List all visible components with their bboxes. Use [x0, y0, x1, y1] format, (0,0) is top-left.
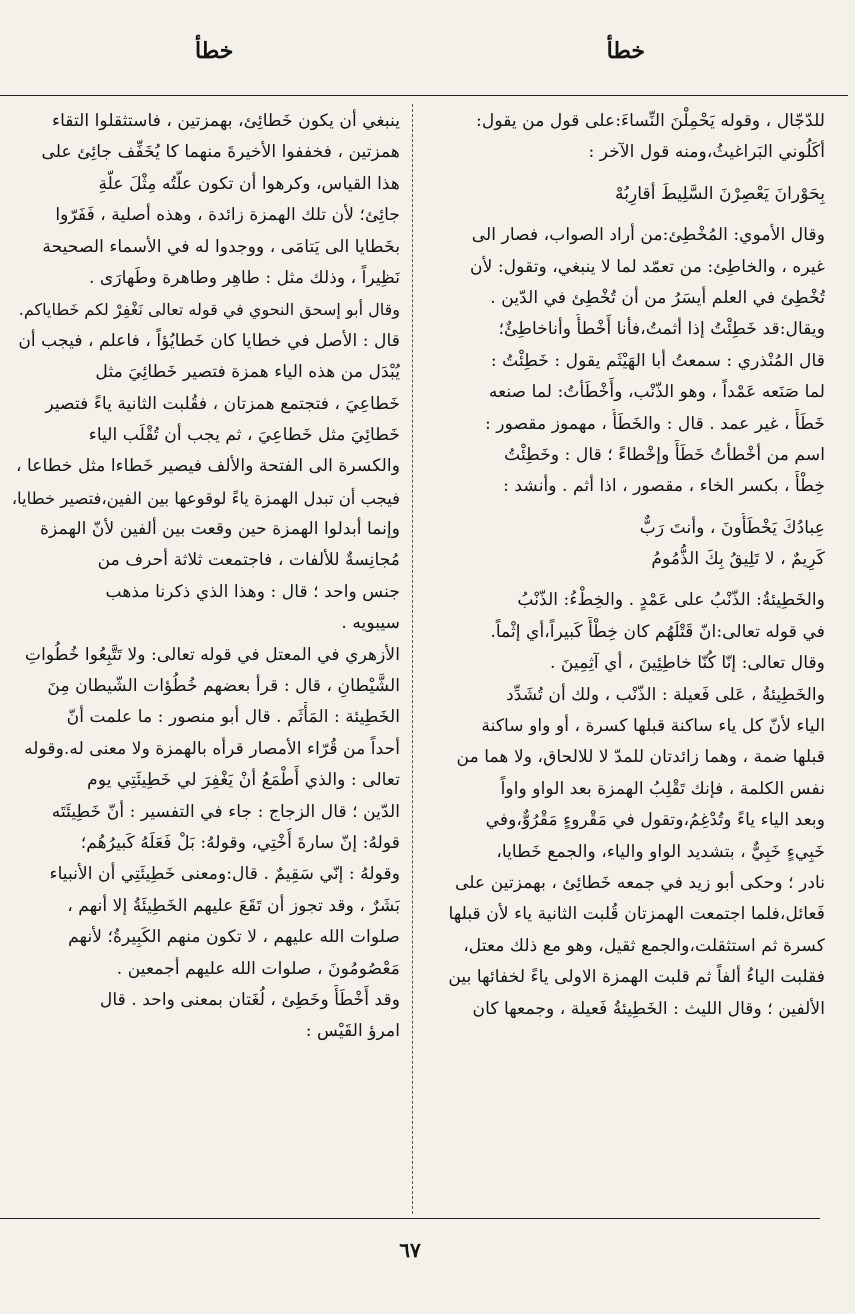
column-divider	[412, 104, 413, 1214]
text-line: مَعْصُومُونَ ، صلوات الله عليهم أجمعين .	[116, 958, 400, 979]
text-line: نادر ؛ وحكى أبو زيد في جمعه خَطائِئ ، بهمزتين على	[454, 872, 825, 893]
footer-rule	[0, 1218, 820, 1219]
text-line: والكسرة الى الفتحة والألف فيصير خَطاءا مثل خطاعا ،	[16, 456, 400, 477]
text-line: قبلها ضمة ، وهما زائدتان للمدّ لا للالحاق، ولا هما من	[456, 747, 825, 768]
text-line: وقال الأموي: المُخْطِئ:من أراد الصواب، فصار الى	[471, 225, 825, 246]
text-line: وقد أَخْطَأَ وخَطِئ ، لُغَتان بمعنى واحد . قال	[99, 989, 400, 1010]
text-line: بَشَرٌ ، وقد تجوز أن تَقَعَ عليهم الخَطِيئَةُ إلا أنهم ،	[67, 895, 400, 916]
text-line: ويقال:قد خَطِئْتُ إذا أثمتُ،فأنا أَخْطأُ وأناخاطِئٌ؛	[498, 319, 825, 340]
text-line: مُجانِسةٌ للألفات ، فاجتمعت ثلاثة أحرف من	[97, 550, 400, 571]
text-line: نَظِيراً ، وذلك مثل : طاهِر وطاهرة وطَهارَى .	[88, 267, 400, 288]
text-line: خَبِيءٍ خَبِيٌّ ، بتشديد الواو والياء، والجمع خَطايا،	[496, 841, 825, 862]
text-line: فيجب أن تبدل الهمزة ياءً لوقوعها بين الفين،فتصير خطايا،	[12, 488, 400, 508]
text-line: قال : الأصل في خطايا كان خَطايُؤاً ، فاعلم ، فيجب أن	[18, 330, 400, 351]
text-line: أحداً من قُرّاء الأمصار قرأه بالهمزة ولا معنى له.وقوله	[24, 738, 400, 759]
text-line: الشَّيْطانِ ، قال : قرأ بعضهم خُطُؤات الشّيطان مِنَ	[47, 676, 400, 697]
running-header-right: خطأ	[606, 38, 645, 64]
text-line: ينبغي أن يكون خَطائِئ، بهمزتين ، فاستثقلوا التقاء	[51, 111, 400, 131]
text-line: همزتين ، فخففوا الأخيرةَ منهما كا يُخَفِّف جائِئ على	[41, 142, 400, 163]
text-line: هذا القياس، وكرهوا أن تكون علّتُه مِثْلَ علّةِ	[98, 173, 400, 194]
text-line: خَطائِيَ مثل خَطاعِيَ ، ثم يجب أن تُقْلَب الياء	[88, 424, 400, 445]
text-line: في قوله تعالى:انّ قَتْلَهُم كان خِطْأً كَبيراً،أي إثْماً.	[490, 621, 825, 642]
text-line: تعالى : والذي أَطْمَعُ أنْ يَغْفِرَ لي خَطِيئَتِي يوم	[87, 770, 400, 791]
text-line: الخَطِيئة : المَأْثَم . قال أبو منصور : ما علمت أنّ	[66, 707, 400, 728]
page-number: ٦٧	[399, 1238, 421, 1262]
text-line: وقال أبو إسحق النحوي في قوله تعالى نَغْفِرْ لكم خَطاياكم.	[18, 300, 400, 320]
text-line: وإنما أبدلوا الهمزة حين وقعت بين ألفين لأنّ الهمزة	[40, 519, 400, 540]
text-line: الدّين ؛ قال الزجاج : جاء في التفسير : أنّ خَطِيئَتَه	[51, 801, 400, 822]
text-line: خَطَأً ، غير عمد . قال : والخَطَأُ ، مهموز مقصور :	[485, 413, 825, 434]
right-column	[425, 106, 825, 1214]
text-line: غيره ، والخاطِئ: من تعمّد لما لا ينبغي، وتقول: لأن	[469, 256, 825, 277]
line-gap	[425, 210, 825, 220]
text-line: قولهُ: إنّ سارةَ أُخْتِي، وقولهُ: بَلْ فَعَلَهُ كَبيرُهُم؛	[80, 832, 400, 853]
text-line: فَعائل،فلما اجتمعت الهمزتان قُلبت الثانية ياء لأن قبلها	[448, 904, 825, 925]
text-line: الأزهري في المعتل في قوله تعالى: ولا تَتَّبِعُوا خُطُواتِ	[24, 644, 400, 665]
verse-line: بِحَوْرانَ يَعْصِرْنَ السَّلِيطَ أقارِبُهْ	[615, 183, 825, 204]
text-line: الياء لأنّ كل ياء ساكنة قبلها كسرة ، أو واو ساكنة	[481, 716, 825, 737]
text-line: جنس واحد ؛ قال : وهذا الذي ذكرنا مذهب	[105, 581, 400, 602]
line-gap	[425, 575, 825, 585]
text-line: فقلبت الياءُ ألفاً ثم قلبت الهمزة الاولى ياءً لخفائها بين	[448, 967, 825, 988]
text-line: خِطْأً ، بكسر الخاء ، مقصور ، اذا أثم . وأنشد :	[503, 476, 825, 497]
text-line: والخَطِيئةُ: الذّنْبُ على عَمْدٍ . والخِطْءُ: الذّنْبُ	[517, 590, 825, 611]
text-line: تُخْطِئ في العلم أيسَرُ من أن تُخْطِئ في الدّين .	[490, 287, 825, 308]
text-line: خَطاعِيَ ، فتجتمع همزتان ، فقُلبت الثانية ياءً فتصير	[45, 393, 400, 414]
left-column	[12, 106, 400, 1214]
text-line: اسم من أخْطأتُ خَطَأً وإخْطاءً ؛ قال : وخَطِئْتُ	[504, 444, 825, 465]
text-line: يُبْدَل من هذه الياء همزة فتصير خَطائِيَ مثل	[95, 362, 400, 383]
text-line: كسرة ثم استثقلت،والجمع ثقيل، وهو مع ذلك معتل،	[463, 935, 825, 956]
text-line: وبعد الياء ياءً وتُدْغِمُ،وتقول في مَقْروءٍ مَقْرُوٌّ،وفي	[485, 810, 825, 831]
text-line: الألفين ؛ وقال الليث : الخَطِيئةُ فَعيلة ، وجمعها كان	[472, 998, 825, 1019]
text-line: نفس الكلمة ، فإنك تَقْلِبُ الهمزة بعد الواو واواً	[500, 778, 825, 799]
line-gap	[425, 503, 825, 513]
verse-line: عِبادُكَ يَخْطَأُونَ ، وأنتَ رَبٌّ	[639, 517, 825, 538]
text-line: سيبويه .	[341, 613, 400, 634]
text-line: للدّجّال ، وقوله يَحْمِلْنَ النِّساءَ:على قول من يقول:	[476, 111, 825, 131]
text-line: صلوات الله عليهم ، لا تكون منهم الكَبِيرةُ؛ لأنهم	[68, 927, 400, 948]
text-line: والخَطِيئةُ ، عَلى فَعيلة : الذّنْب ، ولك أن تُشَدِّد	[506, 684, 825, 705]
text-line: وقولهُ : إنّي سَقِيمٌ . قال:ومعنى خَطِيئَتِي أن الأنبياء	[49, 864, 400, 885]
verse-line: كَرِيمٌ ، لا تَلِيقُ بِكَ الذُّمُومُ	[651, 549, 825, 570]
header-rule	[0, 95, 848, 96]
text-line: أكَلُوني البَراغيثُ،ومنه قول الآخر :	[588, 142, 825, 163]
text-line: قال المُنْذري : سمعتُ أبا الهَيْثَم يقول : خَطِئْتُ :	[490, 350, 825, 371]
text-line: وقال تعالى: إنّا كُنّا خاطِئِينَ ، أي آثِمِينَ .	[549, 653, 825, 674]
text-line: امرؤ القَيْس :	[305, 1021, 400, 1042]
text-line: لما صَنَعه عَمْداً ، وهو الذّنْب، وأَخْطَأتُ: لما صنعه	[488, 382, 825, 403]
text-line: جائِئ؛ لأن تلك الهمزة زائدة ، وهذه أصلية ، فَفَرّوا	[55, 205, 400, 226]
line-gap	[425, 169, 825, 179]
running-header-left: خطأ	[195, 38, 234, 64]
text-line: بخَطايا الى يَتامَى ، ووجدوا له في الأسماء الصحيحة	[42, 236, 400, 257]
